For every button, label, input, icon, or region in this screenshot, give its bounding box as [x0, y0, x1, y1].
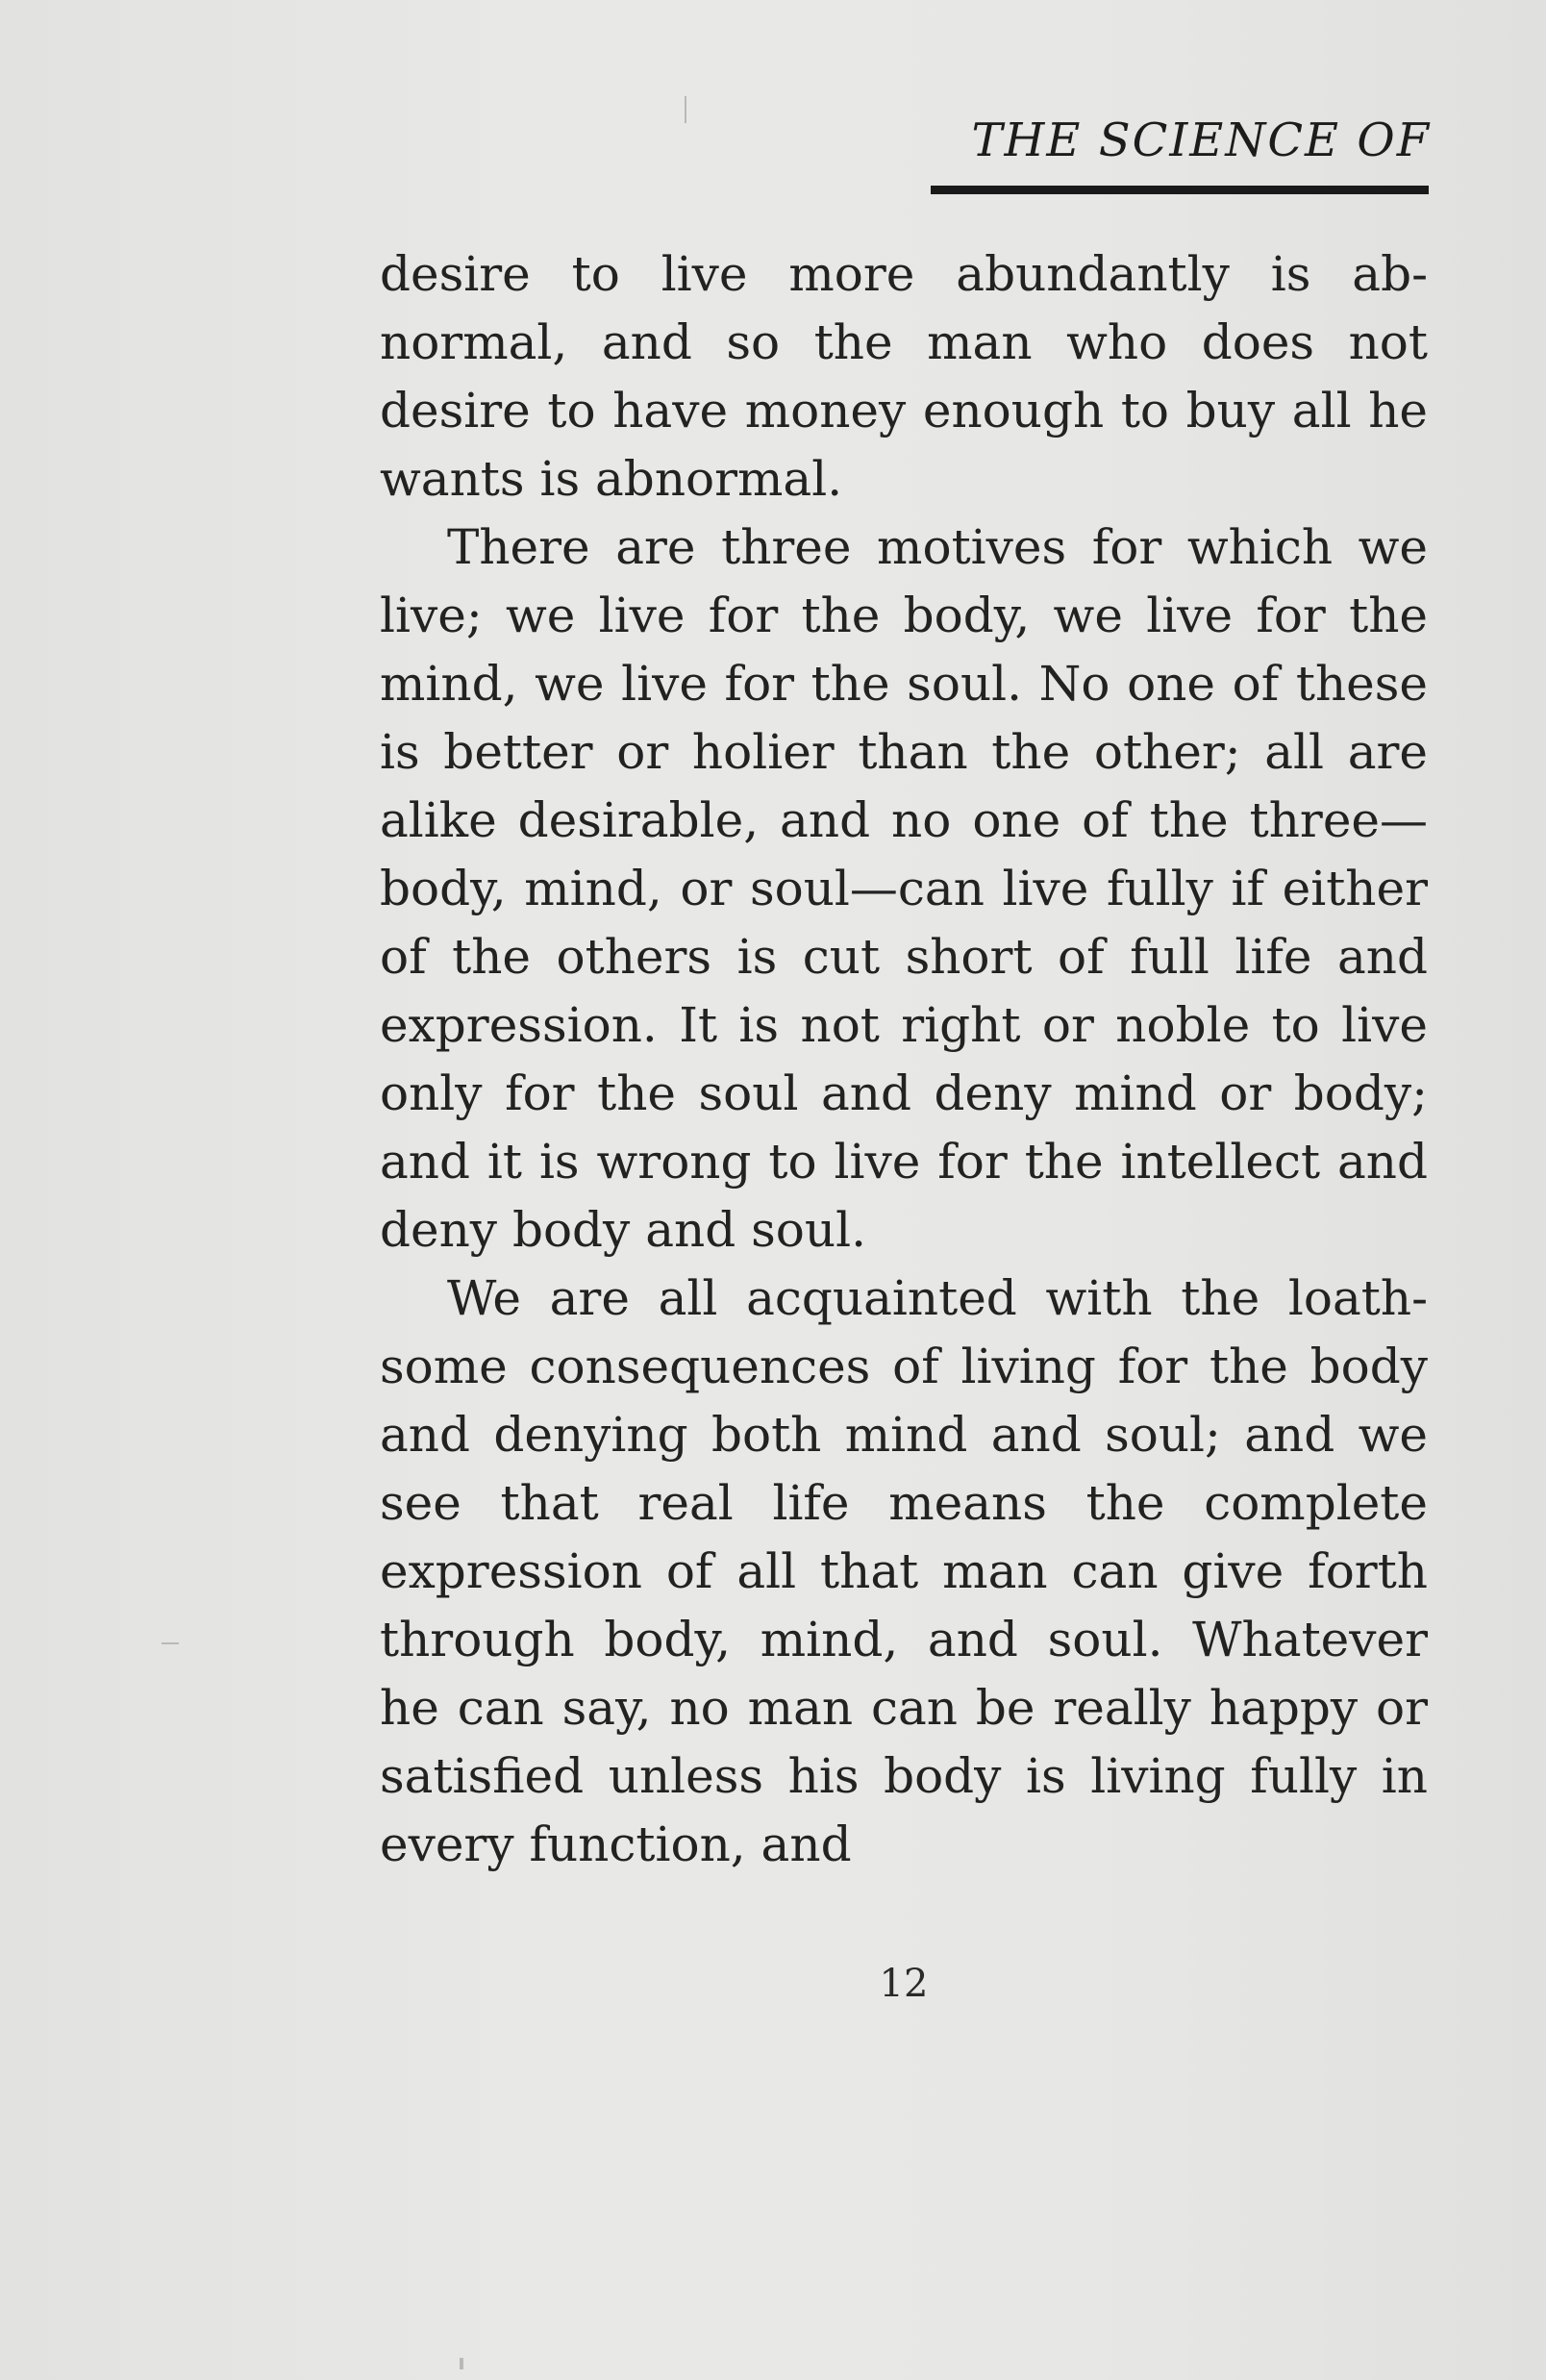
page-number: 12: [879, 1962, 929, 2006]
paper-speck: [460, 2358, 463, 2369]
body-text: [380, 240, 1428, 1879]
paragraph: desire to live more abundantly is abnormal, and so the man who does not desire to have money enough to buy all he wants is abnormal.: [380, 246, 1428, 507]
running-head-rule: [931, 186, 1429, 194]
paragraph: There are three motives for which we live; we live for the body, we live for the mind, we live for the soul. No one of these is better or holier than the other; all are alike desirable, and no one of the three—body, mind, or soul—can live fully if either of the others is cut short of full life and expression. It is not right or noble to live only for the soul and deny mind or body; and it is wrong to live for the intellect and deny body and soul.: [380, 519, 1428, 1258]
paragraph: We are all acquainted with the loathsome consequences of living for the body and denying both mind and soul; and we see that real life means the complete expression of all that man can give forth through body, mind, and soul. Whatever he can say, no man can be really happy or satisfied unless his body is living fully in every function, and: [380, 1270, 1428, 1872]
paper-speck: [685, 96, 686, 123]
paper-speck: [162, 1642, 179, 1644]
running-head: THE SCIENCE OF: [971, 113, 1431, 167]
